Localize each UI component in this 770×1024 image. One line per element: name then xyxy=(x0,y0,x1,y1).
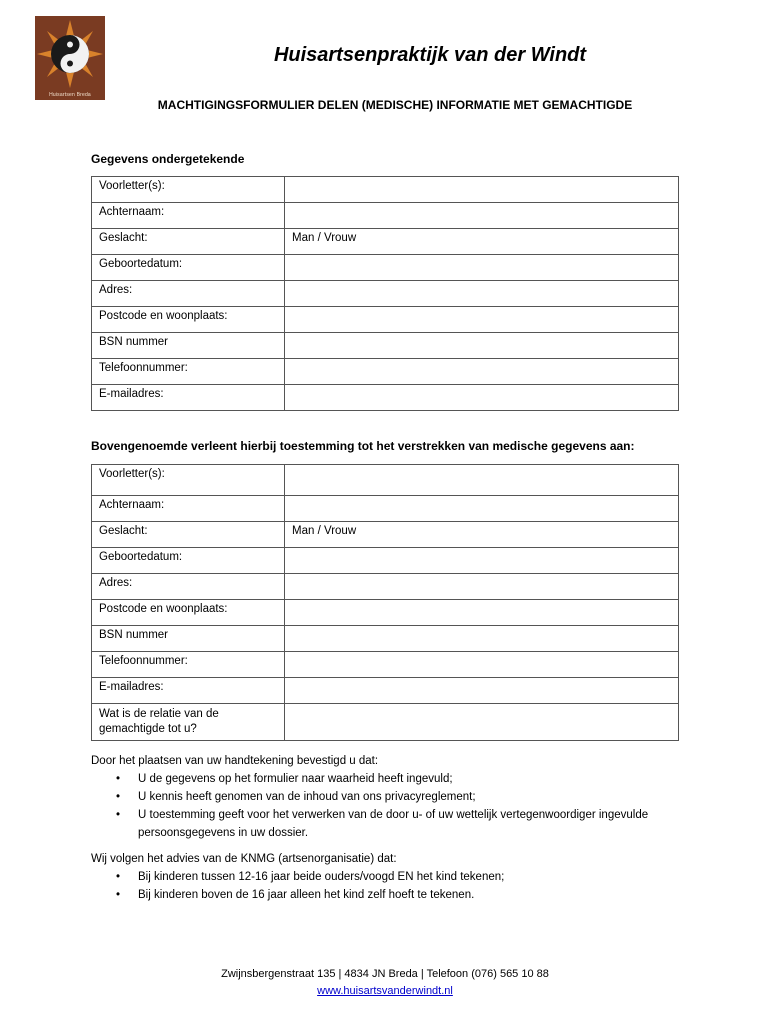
address-field[interactable] xyxy=(285,281,679,307)
footer xyxy=(0,966,770,1000)
field-label: Postcode en woonplaats: xyxy=(92,307,285,333)
section-heading-undersigned: Gegevens ondergetekende xyxy=(91,152,245,166)
website-link[interactable]: www.huisartsvanderwindt.nl xyxy=(317,985,453,997)
field-label: Telefoonnummer: xyxy=(92,359,285,385)
bsn-field[interactable] xyxy=(285,626,679,652)
field-label: E-mailadres: xyxy=(92,678,285,704)
field-label: Voorletter(s): xyxy=(92,465,285,496)
list-item: • U de gegevens op het formulier naar waarheid heeft ingevuld; xyxy=(138,770,691,788)
practice-title: Huisartsenpraktijk van der Windt xyxy=(273,44,587,66)
list-item: • U kennis heeft genomen van de inhoud van ons privacyreglement; xyxy=(138,788,691,806)
signature-confirmation xyxy=(91,752,691,842)
birthdate-field[interactable] xyxy=(285,548,679,574)
undersigned-table xyxy=(91,176,679,411)
phone-field[interactable] xyxy=(285,359,679,385)
footer-address: Zwijnsbergenstraat 135 | 4834 JN Breda | Telefoon (076) 565 10 88 xyxy=(221,968,549,980)
field-label: Adres: xyxy=(92,281,285,307)
field-label: Telefoonnummer: xyxy=(92,652,285,678)
initials-field[interactable] xyxy=(285,177,679,203)
logo-caption: Huisartsen Breda xyxy=(49,92,91,98)
initials-field[interactable] xyxy=(285,465,679,496)
field-label: Voorletter(s): xyxy=(92,177,285,203)
gender-field[interactable]: Man / Vrouw xyxy=(285,229,679,255)
phone-field[interactable] xyxy=(285,652,679,678)
list-item: • Bij kinderen boven de 16 jaar alleen het kind zelf hoeft te tekenen. xyxy=(138,886,691,904)
signature-bullets xyxy=(91,770,691,842)
signature-intro: Door het plaatsen van uw handtekening bevestigd u dat: xyxy=(91,755,379,767)
address-field[interactable] xyxy=(285,574,679,600)
email-field[interactable] xyxy=(285,385,679,411)
surname-field[interactable] xyxy=(285,496,679,522)
field-label: Postcode en woonplaats: xyxy=(92,600,285,626)
field-label: Achternaam: xyxy=(92,496,285,522)
birthdate-field[interactable] xyxy=(285,255,679,281)
knmg-advice xyxy=(91,850,691,904)
relation-field[interactable] xyxy=(285,704,679,741)
field-label: E-mailadres: xyxy=(92,385,285,411)
field-label: Adres: xyxy=(92,574,285,600)
list-item: • U toestemming geeft voor het verwerken van de door u- of uw wettelijk vertegenwoordiger ingevulde persoonsgegevens in uw dossier. xyxy=(138,806,691,842)
postcode-city-field[interactable] xyxy=(285,307,679,333)
field-label: Wat is de relatie van de gemachtigde tot u? xyxy=(92,704,285,741)
surname-field[interactable] xyxy=(285,203,679,229)
authorized-table xyxy=(91,464,679,741)
field-label: BSN nummer xyxy=(92,333,285,359)
field-label: BSN nummer xyxy=(92,626,285,652)
field-label: Geboortedatum: xyxy=(92,255,285,281)
field-label: Geslacht: xyxy=(92,522,285,548)
email-field[interactable] xyxy=(285,678,679,704)
postcode-city-field[interactable] xyxy=(285,600,679,626)
form-title: MACHTIGINGSFORMULIER DELEN (MEDISCHE) INFORMATIE MET GEMACHTIGDE xyxy=(157,98,633,112)
knmg-bullets xyxy=(91,868,691,904)
knmg-intro: Wij volgen het advies van de KNMG (artsenorganisatie) dat: xyxy=(91,853,397,865)
gender-field[interactable]: Man / Vrouw xyxy=(285,522,679,548)
section-heading-authorized: Bovengenoemde verleent hierbij toestemming tot het verstrekken van medische gegevens aan: xyxy=(91,439,635,453)
field-label: Geboortedatum: xyxy=(92,548,285,574)
bsn-field[interactable] xyxy=(285,333,679,359)
field-label: Achternaam: xyxy=(92,203,285,229)
field-label: Geslacht: xyxy=(92,229,285,255)
list-item: • Bij kinderen tussen 12-16 jaar beide ouders/voogd EN het kind tekenen; xyxy=(138,868,691,886)
